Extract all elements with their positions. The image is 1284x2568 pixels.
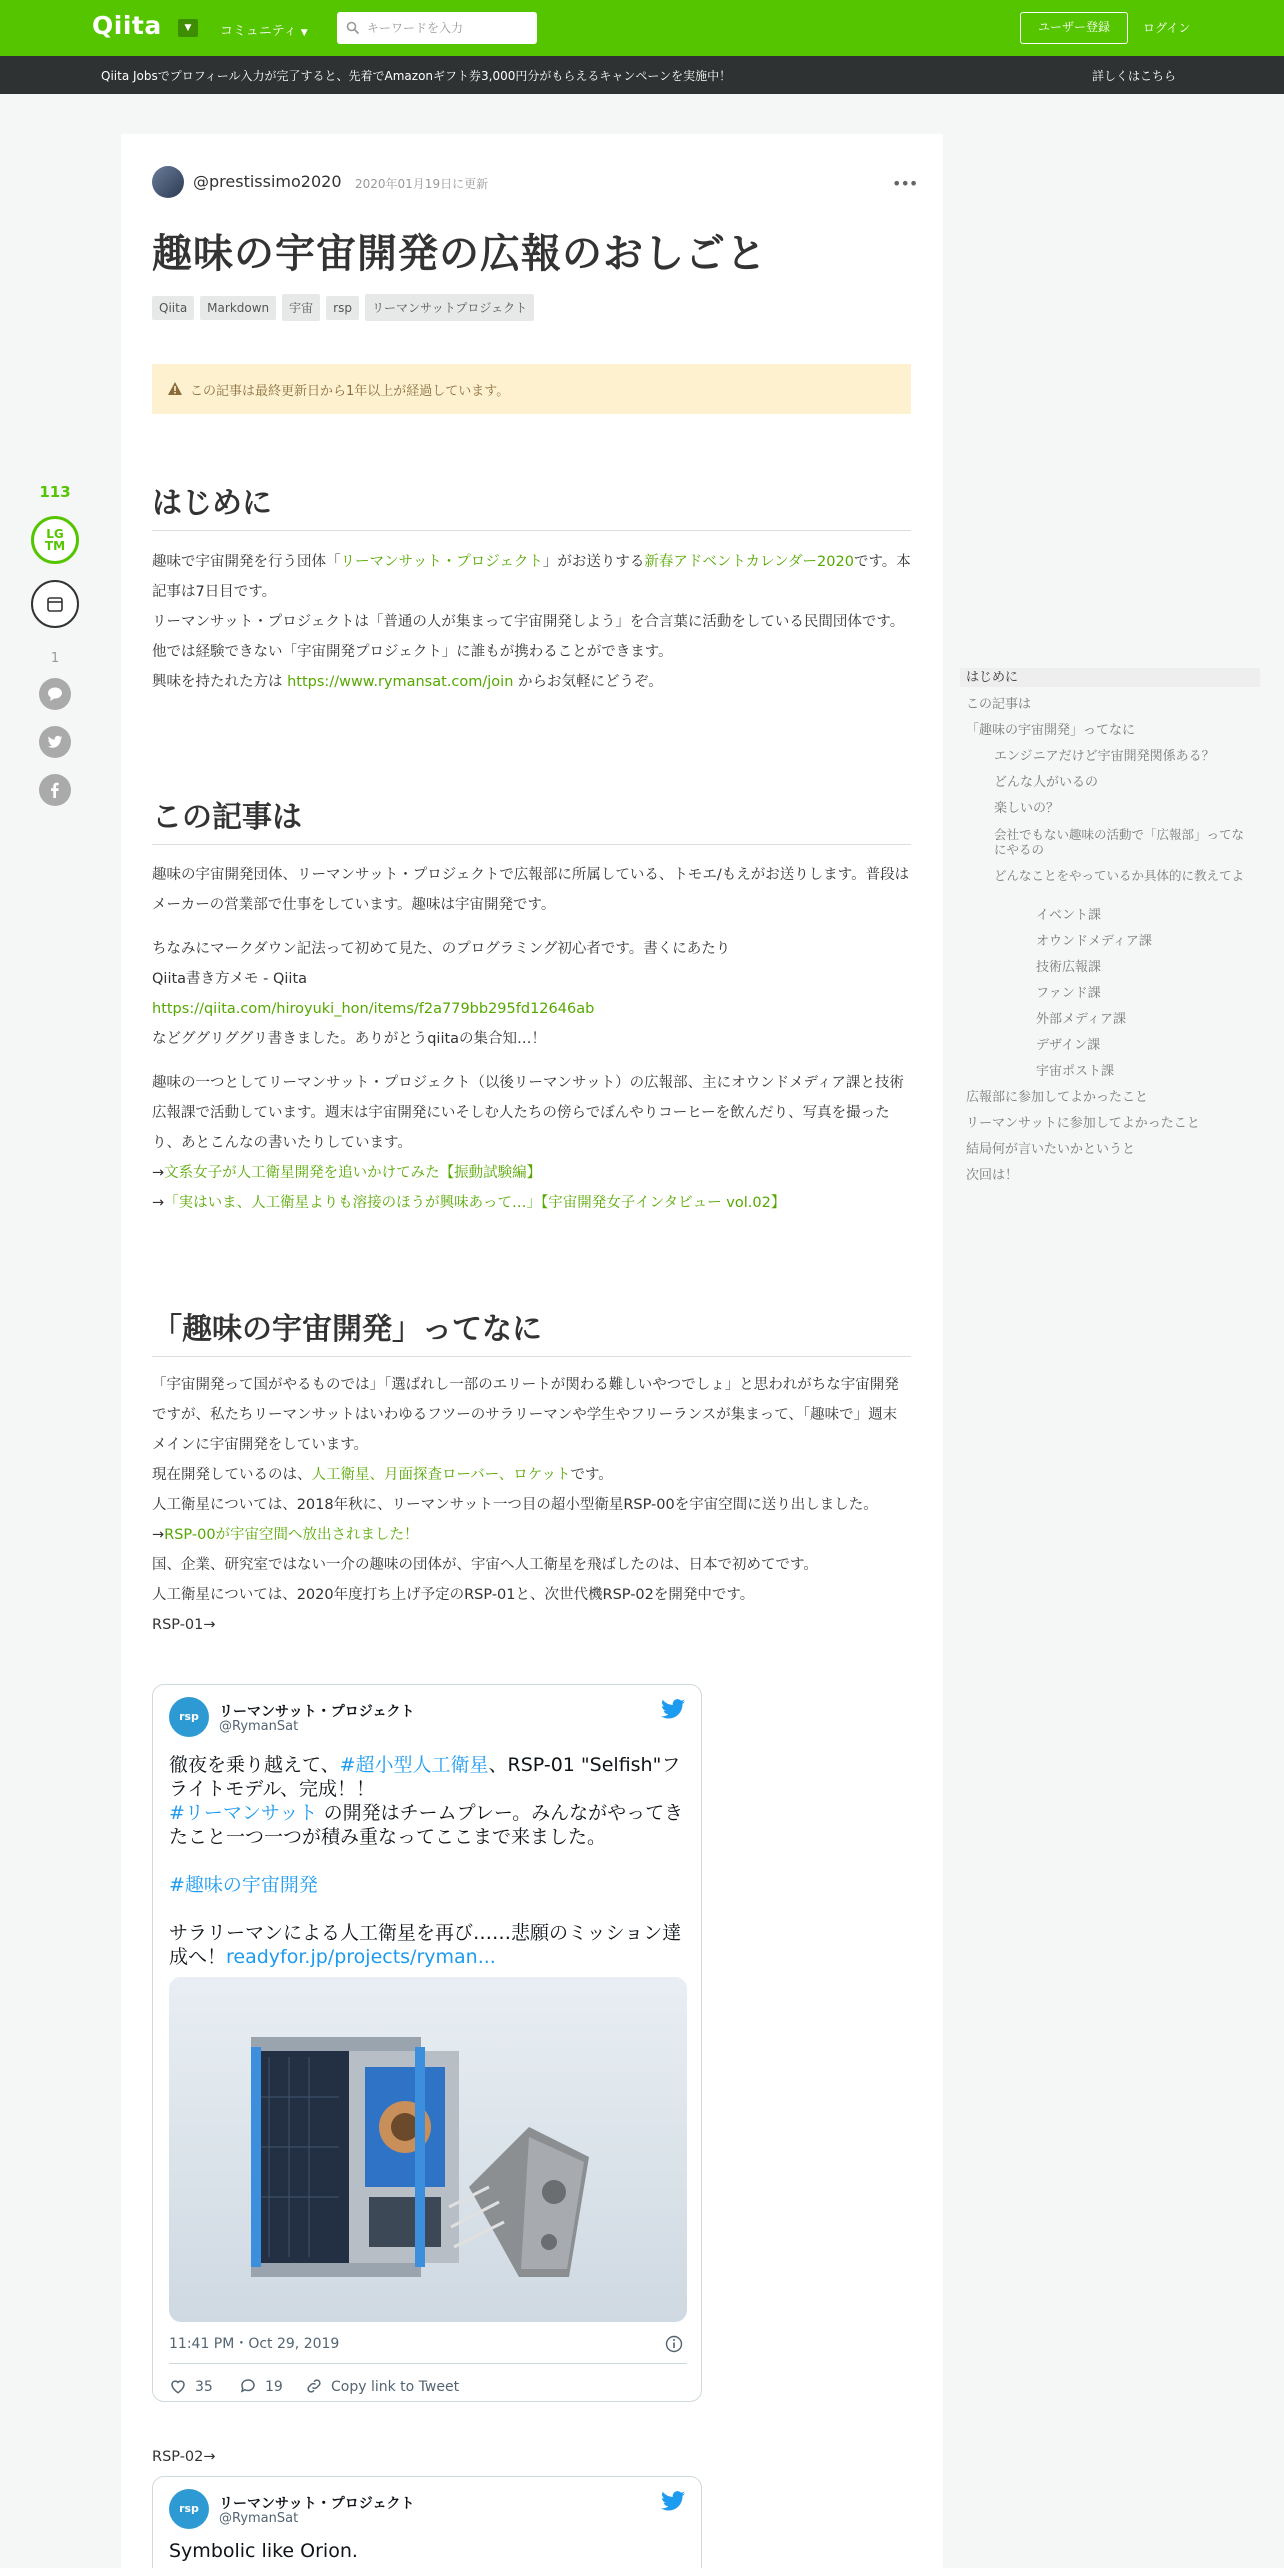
toc-item[interactable]: 「趣味の宇宙開発」ってなに: [966, 723, 1136, 738]
banner-text: Qiita Jobsでプロフィール入力が完了すると、先着でAmazonギフト券3,000円分がもらえるキャンペーンを実施中！: [101, 69, 732, 83]
rsp01-label: RSP-01→: [152, 1617, 216, 1633]
avatar[interactable]: [152, 166, 184, 198]
tweet-timestamp[interactable]: 11:41 PM・Oct 29, 2019: [169, 2336, 340, 2352]
this-article-text-2: ちなみにマークダウン記法って初めて見た、のプログラミング初心者です。書くにあたり: [152, 941, 731, 957]
tweet-line-4a: サラリーマンによる人工衛星を再び……悲願のミッション達成へ！: [169, 1922, 682, 1968]
reply-icon: [239, 2377, 257, 2395]
twitter-bird-icon[interactable]: [661, 1699, 685, 1719]
copy-link-label: Copy link to Tweet: [331, 2379, 460, 2395]
rsp02-label: RSP-02→: [152, 2449, 216, 2465]
toc-item[interactable]: どんなことをやっているか具体的に教えてよ: [994, 868, 1245, 883]
comment-count: 1: [50, 651, 60, 666]
toc-item[interactable]: どんな人がいるの: [994, 775, 1099, 790]
tweet-line-1a: 徹夜を乗り越えて、: [169, 1754, 340, 1776]
chevron-down-icon: ▼: [300, 28, 308, 38]
intro-text-4a: 興味を持たれた方は: [152, 674, 288, 690]
author-name[interactable]: @prestissimo2020: [193, 172, 342, 191]
tag-space[interactable]: 宇宙: [282, 294, 320, 321]
rymansat-link[interactable]: リーマンサット・プロジェクト: [340, 554, 543, 570]
heading-hobby-space: 「趣味の宇宙開発」ってなに: [152, 1304, 911, 1357]
join-link[interactable]: https://www.rymansat.com/join: [287, 674, 514, 690]
toc-item[interactable]: 楽しいの？: [994, 801, 1060, 816]
this-article-text-1: 趣味の宇宙開発団体、リーマンサット・プロジェクトで広報部に所属している、トモエ/もえがお送りします。普段はメーカーの営業部で仕事をしています。趣味は宇宙開発です。: [152, 867, 910, 913]
toc-item[interactable]: この記事は: [966, 697, 1032, 712]
toc-item[interactable]: 広報部に参加してよかったこと: [966, 1090, 1149, 1105]
comment-button[interactable]: [39, 678, 71, 710]
this-article-text-3: Qiita書き方メモ - Qiita: [152, 971, 308, 987]
lgtm-count: 113: [39, 483, 71, 501]
heading-intro: はじめに: [152, 478, 911, 531]
twitter-share-button[interactable]: [39, 726, 71, 758]
arrow-1: →: [152, 1165, 165, 1181]
qiita-logo[interactable]: Qiita: [92, 11, 162, 40]
toc-item[interactable]: リーマンサットに参加してよかったこと: [966, 1116, 1200, 1131]
intro-text-2: リーマンサット・プロジェクトは「普通の人が集まって宇宙開発しよう」を合言葉に活動をしている民間団体です。: [152, 614, 905, 630]
embedded-tweet-2[interactable]: [152, 2476, 702, 2568]
rsp00-link[interactable]: RSP-00が宇宙空間へ放出されました！: [164, 1527, 419, 1543]
twitter-bird-icon[interactable]: [661, 2491, 685, 2511]
tweet-author-handle[interactable]: @RymanSat: [219, 1719, 299, 1734]
toc-item[interactable]: 外部メディア課: [1036, 1012, 1126, 1027]
top-navbar: [0, 0, 1284, 56]
comment-icon: [47, 686, 63, 702]
embedded-tweet[interactable]: [152, 1684, 702, 2402]
reply-action[interactable]: [239, 2377, 283, 2395]
tag-qiita[interactable]: Qiita: [152, 296, 194, 320]
this-article-text-5: などググリググリ書きました。ありがとうqiitaの集合知…！: [152, 1031, 547, 1047]
tweet-avatar[interactable]: rsp: [169, 1697, 209, 1737]
intro-text-1e: です。本記事は7日目です。: [152, 554, 911, 600]
link-icon: [305, 2377, 323, 2395]
toc-item[interactable]: 会社でもない趣味の活動で「広報部」ってなにやるの: [994, 827, 1245, 857]
tweet2-author-name[interactable]: リーマンサット・プロジェクト: [219, 2496, 415, 2512]
facebook-share-button[interactable]: [39, 774, 71, 806]
intro-text-1a: 趣味で宇宙開発を行う団体「: [152, 554, 341, 570]
hashtag-rymansat[interactable]: #リーマンサット: [169, 1802, 318, 1824]
tweet2-author-handle[interactable]: @RymanSat: [219, 2511, 299, 2526]
stock-icon: [45, 594, 65, 614]
hobby-text-2a: 現在開発しているのは、: [152, 1467, 312, 1483]
more-options-icon[interactable]: •••: [892, 174, 918, 193]
reply-count: 19: [265, 2379, 283, 2395]
facebook-icon: [47, 782, 63, 798]
tag-list: [152, 294, 540, 320]
tag-rymansat[interactable]: リーマンサットプロジェクト: [365, 294, 534, 321]
signup-button[interactable]: ユーザー登録: [1020, 12, 1128, 44]
heart-icon: [169, 2377, 187, 2395]
community-label: コミュニティ: [220, 24, 297, 39]
heading-this-article: この記事は: [152, 792, 911, 845]
toc-item[interactable]: イベント課: [1036, 908, 1102, 923]
hobby-text-3: 人工衛星については、2018年秋に、リーマンサット一つ目の超小型衛星RSP-00を宇宙空間に送り出しました。: [152, 1497, 878, 1513]
toc-item[interactable]: 次回は！: [966, 1168, 1019, 1183]
intro-text-1c: 」がお送りする: [542, 554, 645, 570]
tag-markdown[interactable]: Markdown: [200, 296, 276, 320]
tweet2-text: Symbolic like Orion.: [169, 2540, 358, 2562]
warning-text: この記事は最終更新日から1年以上が経過しています。: [190, 384, 510, 399]
logo-dropdown-icon[interactable]: ▼: [178, 19, 198, 37]
intro-text-4c: からお気軽にどうぞ。: [513, 674, 663, 690]
twitter-icon: [47, 734, 63, 750]
projects-link[interactable]: 人工衛星、月面探査ローバー、ロケット: [311, 1467, 571, 1483]
stock-button[interactable]: [31, 580, 79, 628]
search-input[interactable]: [367, 18, 527, 38]
warning-icon: [168, 382, 182, 395]
advent-calendar-link[interactable]: 新春アドベントカレンダー2020: [644, 554, 854, 570]
hobby-text-2c: です。: [570, 1467, 613, 1483]
tweet-line-1c: 、RSP-01 "Selfish"フライトモデル、完成！！: [169, 1754, 681, 1800]
article-title: 趣味の宇宙開発の広報のおしごと: [152, 231, 767, 277]
tweet2-avatar[interactable]: rsp: [169, 2489, 209, 2529]
search-icon: [346, 21, 360, 35]
tweet-text: [169, 1753, 689, 1969]
arrow-2: →: [152, 1195, 165, 1211]
toc-item[interactable]: エンジニアだけど宇宙開発関係ある？: [994, 749, 1215, 764]
this-article-body: [152, 860, 911, 1218]
tweet-line-2b: の開発はチームプレー。みんながやってきたこと一つ一つが積み重なってここまで来ました。: [169, 1802, 684, 1848]
hobby-text-1: 「宇宙開発って国がやるものでは」「選ばれし一部のエリートが関わる難しいやつでしょ」と思われがちな宇宙開発ですが、私たちリーマンサットはいわゆるフツーのサラリーマンや学生やフリーランスが集まって、「趣味で」週末メインに宇宙開発をしています。: [152, 1377, 899, 1453]
toc-item[interactable]: 宇宙ポスト課: [1036, 1064, 1115, 1079]
hashtag-hobby-space[interactable]: #趣味の宇宙開発: [169, 1874, 318, 1896]
toc-item[interactable]: オウンドメディア課: [1036, 934, 1152, 949]
toc-item[interactable]: デザイン課: [1036, 1038, 1101, 1053]
intro-body: [152, 547, 911, 697]
readyfor-link[interactable]: readyfor.jp/projects/ryman...: [226, 1946, 496, 1968]
satellite-photo[interactable]: [169, 1977, 687, 2322]
tag-rsp[interactable]: rsp: [326, 296, 359, 320]
hobby-text-6: 人工衛星については、2020年度打ち上げ予定のRSP-01と、次世代機RSP-02を開発中です。: [152, 1587, 755, 1603]
updated-date: 2020年01月19日に更新: [355, 177, 489, 191]
toc-item[interactable]: 技術広報課: [1036, 960, 1102, 975]
hobby-text-5: 国、企業、研究室ではない一介の趣味の団体が、宇宙へ人工衛星を飛ばしたのは、日本で初めてです。: [152, 1557, 818, 1573]
outdated-warning: [152, 364, 911, 414]
like-action[interactable]: [169, 2377, 213, 2395]
search-box: [337, 12, 537, 44]
toc-item[interactable]: ファンド課: [1036, 986, 1101, 1001]
toc-item[interactable]: 結局何が言いたいかというと: [966, 1142, 1136, 1157]
lgtm-label-top: LG: [46, 527, 64, 541]
interview-link[interactable]: 「実はいま、人工衛星よりも溶接のほうが興味あって…」【宇宙開発女子インタビュー vol.02】: [164, 1195, 786, 1211]
toc-item[interactable]: はじめに: [960, 668, 1260, 687]
like-count: 35: [195, 2379, 213, 2395]
info-icon[interactable]: [665, 2335, 683, 2353]
copy-link-action[interactable]: [305, 2377, 459, 2395]
qiita-memo-link[interactable]: https://qiita.com/hiroyuki_hon/items/f2a779bb295fd12646ab: [152, 1001, 595, 1017]
article-card: [121, 134, 943, 2568]
login-link[interactable]: ログイン: [1143, 21, 1191, 35]
tweet-divider: [169, 2363, 687, 2364]
vibration-test-link[interactable]: 文系女子が人工衛星開発を追いかけてみた【振動試験編】: [164, 1165, 542, 1181]
lgtm-button[interactable]: [31, 516, 79, 564]
campaign-banner: [0, 56, 1284, 94]
community-menu[interactable]: [220, 20, 308, 39]
banner-link[interactable]: 詳しくはこちら: [1092, 69, 1177, 83]
hobby-space-body: [152, 1370, 911, 1640]
tweet-author-name[interactable]: リーマンサット・プロジェクト: [219, 1704, 415, 1720]
arrow-3: →: [152, 1527, 165, 1543]
hashtag-small-satellite[interactable]: #超小型人工衛星: [339, 1754, 489, 1776]
lgtm-label-bottom: TM: [44, 539, 66, 553]
this-article-text-6: 趣味の一つとしてリーマンサット・プロジェクト（以後リーマンサット）の広報部、主にオウンドメディア課と技術広報課で活動しています。週末は宇宙開発にいそしむ人たちの傍らでぼんやりコーヒーを飲んだり、写真を撮ったり、あとこんなの書いたりしています。: [152, 1075, 904, 1151]
intro-text-3: 他では経験できない「宇宙開発プロジェクト」に誰もが携わることができます。: [152, 644, 673, 660]
